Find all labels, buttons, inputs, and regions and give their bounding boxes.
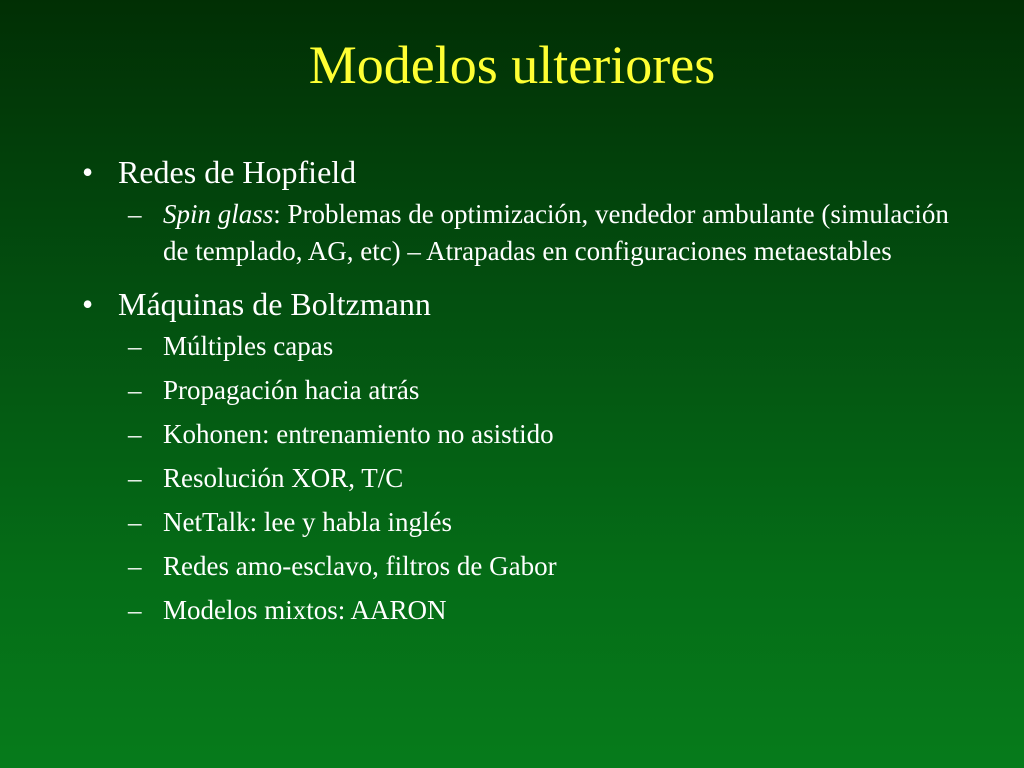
dash-marker: – (128, 463, 142, 493)
sub-item-text: NetTalk: lee y habla inglés (163, 507, 453, 537)
dash-marker: – (128, 507, 142, 537)
dash-marker: – (128, 331, 142, 361)
dash-marker: – (128, 199, 142, 229)
dash-marker: – (128, 375, 142, 405)
sub-item-spin-glass (78, 196, 978, 270)
dash-marker: – (128, 551, 142, 581)
sub-item-text: : Problemas de optimización, vendedor ambulante (simulación de templado, AG, etc) – Atrapadas en configuraciones metaestables (163, 199, 949, 266)
bullet-marker: • (82, 286, 94, 322)
sub-item-redes-amo-esclavo (78, 548, 978, 585)
sub-item-nettalk (78, 504, 978, 541)
bullet-item-hopfield (78, 148, 978, 196)
sub-item-kohonen (78, 416, 978, 453)
sub-item-multiples-capas (78, 328, 978, 365)
sub-item-text: Propagación hacia atrás (163, 375, 420, 405)
dash-marker: – (128, 595, 142, 625)
slide-content (78, 148, 978, 639)
sub-item-resolucion-xor (78, 460, 978, 497)
bullet-text: Redes de Hopfield (118, 154, 357, 190)
bullet-item-boltzmann (78, 280, 978, 328)
sub-item-modelos-mixtos (78, 592, 978, 629)
sub-item-propagacion (78, 372, 978, 409)
sub-list-boltzmann (78, 328, 978, 629)
bullet-text: Máquinas de Boltzmann (118, 286, 431, 322)
sub-item-text: Múltiples capas (163, 331, 334, 361)
bullet-marker: • (82, 154, 94, 190)
sub-list-hopfield (78, 196, 978, 270)
sub-item-text: Kohonen: entrenamiento no asistido (163, 419, 554, 449)
sub-item-italic-term: Spin glass (163, 199, 274, 229)
sub-item-text: Redes amo-esclavo, filtros de Gabor (163, 551, 557, 581)
slide-title: Modelos ulteriores (308, 35, 716, 95)
sub-item-text: Modelos mixtos: AARON (163, 595, 447, 625)
dash-marker: – (128, 419, 142, 449)
sub-item-text: Resolución XOR, T/C (163, 463, 404, 493)
